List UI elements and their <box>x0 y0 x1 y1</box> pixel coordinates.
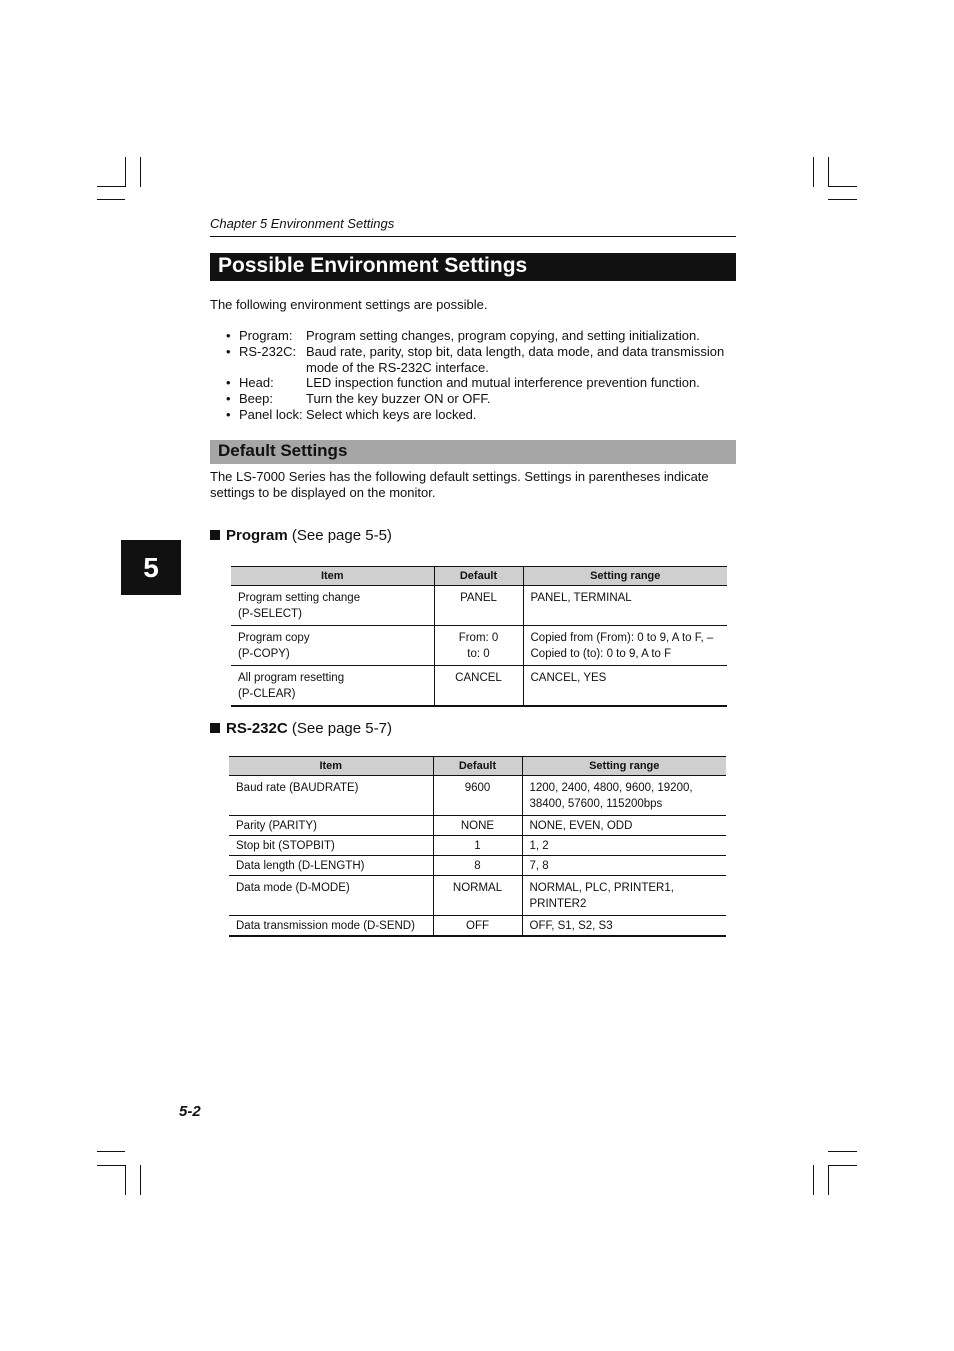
table-header-row <box>231 567 727 586</box>
cell-range: PANEL, TERMINAL <box>523 586 727 626</box>
cell-default: 1 <box>433 836 522 856</box>
bullet-icon: • <box>226 406 231 422</box>
cell-range: 7, 8 <box>522 856 726 876</box>
list-item <box>226 328 746 344</box>
cell-range: OFF, S1, S2, S3 <box>522 916 726 937</box>
cell-range: NONE, EVEN, ODD <box>522 816 726 836</box>
column-header: Default <box>433 757 522 776</box>
table-row <box>229 876 726 916</box>
crop-mark <box>828 1165 829 1195</box>
cell-item: Stop bit (STOPBIT) <box>229 836 433 856</box>
settings-list <box>226 328 746 423</box>
crop-mark <box>97 1165 125 1166</box>
crop-mark <box>97 1151 125 1152</box>
table-row <box>229 816 726 836</box>
page-title: Possible Environment Settings <box>218 254 528 277</box>
bullet-icon: • <box>226 375 231 391</box>
section-heading-bar <box>210 440 736 464</box>
table-row <box>231 586 727 626</box>
chapter-tab: 5 <box>121 540 181 595</box>
crop-mark <box>828 157 829 187</box>
cell-default: 8 <box>433 856 522 876</box>
cell-item: Data length (D-LENGTH) <box>229 856 433 876</box>
table-row <box>229 916 726 937</box>
list-item-value: Baud rate, parity, stop bit, data length, data mode, and data transmission mode of the RS-232C interface. <box>306 343 725 375</box>
cell-default: 9600 <box>433 776 522 816</box>
column-header: Item <box>231 567 434 586</box>
cell-range: 1, 2 <box>522 836 726 856</box>
crop-mark <box>813 157 814 187</box>
column-header: Setting range <box>522 757 726 776</box>
list-item-key: Program: <box>239 328 293 343</box>
list-item-value: Select which keys are locked. <box>306 406 477 422</box>
cell-default: NORMAL <box>433 876 522 916</box>
list-item-value: LED inspection function and mutual interference prevention function. <box>306 375 700 391</box>
running-header: Chapter 5 Environment Settings <box>210 216 736 237</box>
list-item <box>226 344 746 376</box>
list-item <box>226 407 746 423</box>
column-header: Setting range <box>523 567 727 586</box>
crop-mark <box>828 186 857 187</box>
table-header-row <box>229 757 726 776</box>
crop-mark <box>828 1151 857 1152</box>
crop-mark <box>813 1165 814 1195</box>
page-number: 5-2 <box>179 1103 201 1120</box>
cell-item: Baud rate (BAUDRATE) <box>229 776 433 816</box>
rs232c-table <box>229 756 726 937</box>
bullet-icon: • <box>226 391 231 407</box>
section-heading: Default Settings <box>218 441 348 460</box>
column-header: Item <box>229 757 433 776</box>
cell-item: Data transmission mode (D-SEND) <box>229 916 433 937</box>
column-header: Default <box>434 567 523 586</box>
page-title-bar <box>210 253 736 281</box>
list-item <box>226 375 746 391</box>
crop-mark <box>140 157 141 187</box>
list-item-key: Head: <box>239 375 274 391</box>
cell-default: PANEL <box>434 586 523 626</box>
crop-mark <box>97 186 125 187</box>
section-label: RS-232C <box>226 720 288 737</box>
default-settings-text: The LS-7000 Series has the following default settings. Settings in parentheses indicate settings to be displayed on the monitor. <box>210 469 709 500</box>
cell-item: Parity (PARITY) <box>229 816 433 836</box>
rs232c-section-heading <box>210 720 392 737</box>
table-row <box>229 836 726 856</box>
cell-item: Program copy (P-COPY) <box>231 626 434 666</box>
list-item-value: Program setting changes, program copying, and setting initialization. <box>306 328 700 343</box>
square-bullet-icon <box>210 530 220 540</box>
cell-default: NONE <box>433 816 522 836</box>
cell-default: CANCEL <box>434 666 523 707</box>
crop-mark <box>140 1165 141 1195</box>
crop-mark <box>828 199 857 200</box>
program-table <box>231 566 727 707</box>
intro-text: The following environment settings are possible. <box>210 297 488 312</box>
crop-mark <box>97 199 125 200</box>
cell-range: NORMAL, PLC, PRINTER1, PRINTER2 <box>522 876 726 916</box>
list-item-value: Turn the key buzzer ON or OFF. <box>306 391 491 407</box>
table-row <box>229 776 726 816</box>
page-reference: (See page 5-5) <box>291 527 392 544</box>
cell-range: CANCEL, YES <box>523 666 727 707</box>
bullet-icon: • <box>226 328 231 343</box>
table-row <box>231 626 727 666</box>
bullet-icon: • <box>226 343 231 359</box>
cell-item: Data mode (D-MODE) <box>229 876 433 916</box>
list-item-key: Beep: <box>239 391 273 407</box>
list-item-key: RS-232C: <box>239 343 297 359</box>
crop-mark <box>125 1165 126 1195</box>
cell-default: OFF <box>433 916 522 937</box>
cell-item: All program resetting (P-CLEAR) <box>231 666 434 707</box>
list-item <box>226 391 746 407</box>
program-section-heading <box>210 527 392 544</box>
cell-item: Program setting change (P-SELECT) <box>231 586 434 626</box>
page-reference: (See page 5-7) <box>291 720 392 737</box>
crop-mark <box>125 157 126 187</box>
section-label: Program <box>226 527 288 544</box>
square-bullet-icon <box>210 723 220 733</box>
table-row <box>229 856 726 876</box>
cell-range: 1200, 2400, 4800, 9600, 19200, 38400, 57600, 115200bps <box>522 776 726 816</box>
table-row <box>231 666 727 707</box>
cell-range: Copied from (From): 0 to 9, A to F, – Copied to (to): 0 to 9, A to F <box>523 626 727 666</box>
crop-mark <box>828 1165 857 1166</box>
list-item-key: Panel lock: <box>239 406 303 422</box>
cell-default: From: 0 to: 0 <box>434 626 523 666</box>
